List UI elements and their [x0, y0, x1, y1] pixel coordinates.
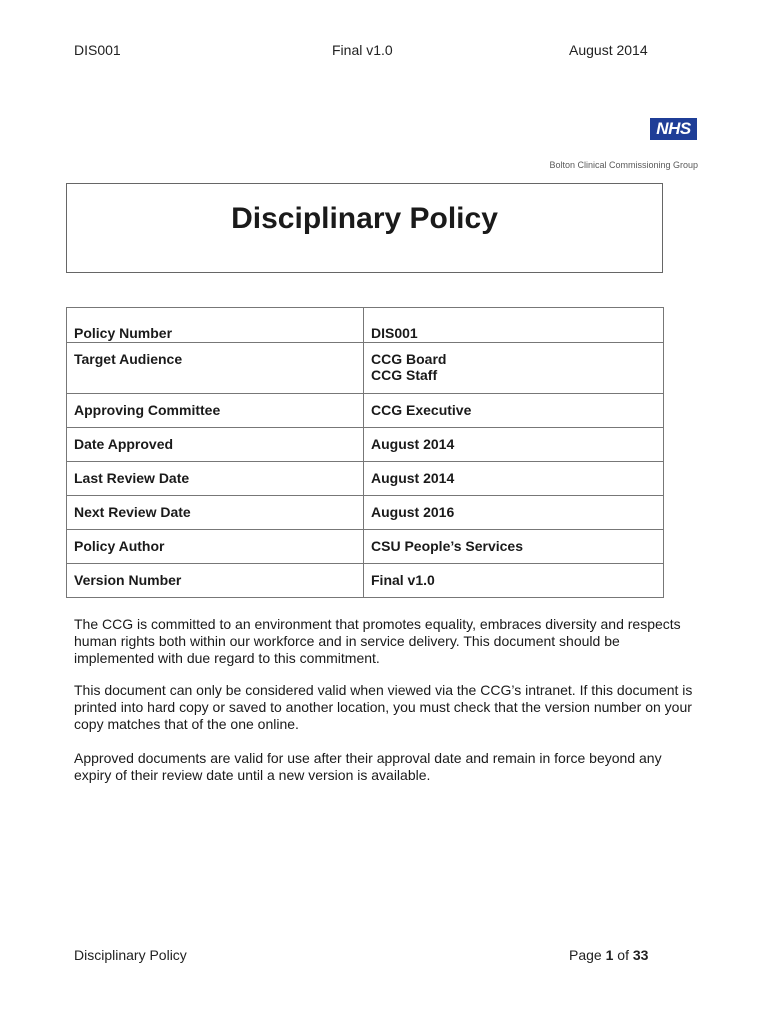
page-word: Page [569, 947, 602, 963]
target-audience-line: CCG Board [371, 351, 447, 367]
target-audience-line: CCG Staff [371, 367, 438, 383]
next-review-date-label: Next Review Date [67, 496, 364, 530]
header-date: August 2014 [569, 42, 648, 58]
last-review-date-label: Last Review Date [67, 462, 364, 496]
policy-number-value: DIS001 [364, 308, 664, 343]
policy-info-table [66, 307, 664, 598]
target-audience-label: Target Audience [67, 343, 364, 394]
page-current: 1 [605, 947, 614, 963]
table-row [67, 496, 664, 530]
version-number-label: Version Number [67, 564, 364, 598]
validity-statement: This document can only be considered valid when viewed via the CCG’s intranet. If this document is printed into hard copy or saved to another location, you must check that the version number on your copy matches that of the one online. [74, 682, 693, 732]
version-number-value: Final v1.0 [364, 564, 664, 598]
table-row [67, 308, 664, 343]
table-row [67, 343, 664, 394]
target-audience-value [364, 343, 664, 394]
header-version: Final v1.0 [332, 42, 393, 58]
page-indicator [569, 947, 648, 963]
date-approved-value: August 2014 [364, 428, 664, 462]
next-review-date-value: August 2016 [364, 496, 664, 530]
footer-title: Disciplinary Policy [74, 947, 187, 963]
header-doc-code: DIS001 [74, 42, 121, 58]
approving-committee-label: Approving Committee [67, 394, 364, 428]
date-approved-label: Date Approved [67, 428, 364, 462]
table-row [67, 564, 664, 598]
page-total: 33 [632, 947, 649, 963]
page-of: of [617, 947, 629, 963]
table-row [67, 428, 664, 462]
approving-committee-value: CCG Executive [364, 394, 664, 428]
policy-number-label: Policy Number [67, 308, 364, 343]
last-review-date-value: August 2014 [364, 462, 664, 496]
title-box [66, 183, 663, 273]
equality-statement: The CCG is committed to an environment that promotes equality, embraces diversity and respects human rights both within our workforce and in service delivery. This document should be implemented with due regard to this commitment. [74, 616, 681, 666]
table-row [67, 462, 664, 496]
policy-author-label: Policy Author [67, 530, 364, 564]
organisation-name: Bolton Clinical Commissioning Group [549, 160, 698, 170]
policy-author-value: CSU People’s Services [364, 530, 664, 564]
table-row [67, 394, 664, 428]
document-title: Disciplinary Policy [231, 202, 498, 235]
table-row [67, 530, 664, 564]
approval-statement: Approved documents are valid for use after their approval date and remain in force beyond any expiry of their review date until a new version is available. [74, 750, 662, 783]
nhs-logo: NHS [650, 118, 697, 140]
